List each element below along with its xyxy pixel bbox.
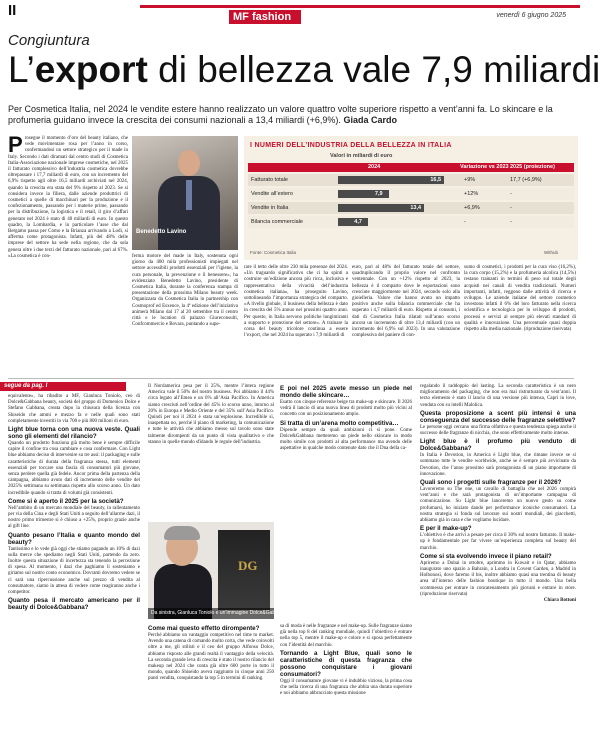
table-header-variation: Variazione vs 2023 (460, 164, 509, 170)
interview-column-3-bottom (280, 624, 412, 748)
headline-pre: L’ (8, 49, 35, 90)
drop-cap: P (8, 132, 23, 157)
article-column-2 (132, 254, 238, 376)
interview-question: Quanto pesano l’Italia e quanto mondo del beauty? (8, 531, 140, 546)
column-5-text: sumo di cosmetici, i prodotti per la cura viso (16,2%), la cura corpo (15,2%) e la profumeria alcolica (14,5%) restano trainanti in termini di peso sul totale degli acquisti nei canali di vendita tradizionali. Numeri importanti, infatti, reggono dalle attività di ricerca e sviluppo. Le aziende italiane del settore cosmetico investono infatti il 6% del loro fatturato nella ricerca scientifica e tecnologica per lo sviluppo di prodotti, processi e servizi al sempre più elevati standard di qualità e innovazione. Una percentuale quasi doppia rispetto alla media nazionale. (riproduzione riservata) (464, 265, 576, 333)
header-rule (140, 5, 580, 8)
interview-answer: Esatto con cinque referenze beige tra make-up e skincare. Il 2026 vedrà il lancio di una nuova linea di prodotti molto più vicini al concetto con un posizionamento ampio. (280, 400, 412, 418)
interview-question: E per il make-up? (420, 525, 472, 533)
photo-caption: Benedetto Lavino (136, 229, 187, 235)
interview-answer: Apriremo a Dubai in ottobre, aprimmo in Kuwait e in Qatar, abbiamo inaugurato uno spazio a Bahrain, a Londra in Covent Garden, a Madrid in Holbonosi, dove faremo il bis, inoltre abbiamo quasi una trentina di beauty area all’interno delle fashion boutique in tutto il mondo. Una bella scommessa per entrare in concatenamento più giovani e entrare in store. (riproduzione riservata) (420, 560, 576, 597)
table-row-variation: +9% (464, 177, 476, 183)
headline-bold: export (34, 49, 148, 90)
article-column-5 (464, 265, 576, 376)
table-row (248, 188, 574, 200)
table-row-variation: +6,9% (464, 205, 480, 211)
section-label: MF fashion (229, 10, 301, 24)
interview-column-3-top (280, 384, 412, 518)
headline-post: di bellezza vale 7,9 miliardi (147, 49, 600, 90)
interview-column-2-bottom (148, 624, 274, 748)
author: Giada Cardo (343, 115, 397, 125)
table-subtitle: Valori in miliardi di euro (330, 153, 393, 159)
interview-answer: sa di moda è nelle fragranze e nel make-up. Sulle fragranze siamo già nella top 8 del ranking mondiale, quindi l’obiettivo è entrare nella top 5, mentre il make-up e colore e si sposa perfettamente con l’identità del marchio. (280, 624, 412, 648)
table-row-label: Vendite in Italia (251, 205, 289, 211)
interview-question: E poi nel 2025 avete messo un piede nel mondo delle skincare… (280, 385, 412, 399)
table-row (248, 202, 574, 214)
table-bar-value: 7,9 (374, 191, 383, 197)
interview-answer: Quando un prodotto funziona già molto bene è sempre difficile capire il confine tra cosa cambiare e cosa confermare. Con Light blue abbiamo deciso di intervenire su tre assi: il packaging e sulle caratteristiche di durata della fragranza stessa, tutti elementi essenziali per toccare una fascia di consumatori più giovane, senza perdere quella già fedele. Ancor prima della partenza della campagna, abbiamo avuto dati di incremento delle vendite del 2025% settimana su settimana rispetto allo scorso anno. Un dato incredibile quando si tratta di volumi già consistenti. (8, 441, 140, 496)
table-source: Fonte: Cosmetica Italia (250, 250, 297, 255)
interview-question: Light blue è il profumo più venduto di Dolce&Gabbana? (420, 438, 576, 453)
table-header-projection: 2025 (proiezione) (510, 164, 555, 170)
stats-table (244, 136, 578, 260)
interview-answer: In Italia è Devotion, in America è Light blue, che rimane invece se si sommano tutte le vendite worldwide, anche se è sempre più avvicinato da Devotion, che l’anno prossimo sarà protagonista di un piano importante di innovazione. (420, 453, 576, 477)
table-row-variation: +12% (464, 191, 479, 197)
table-bar-value: 16,5 (430, 177, 442, 183)
photo-caption: Da sinistra, Gianluca Toniolo e un’immagine Dolce&Gabbana beauty (148, 608, 274, 619)
photo-figure-tie (186, 180, 192, 210)
table-row-label: Vendite all’estero (251, 191, 293, 197)
interview-question: Come mai questo effetto dirompente? (148, 625, 260, 632)
photo-figure-face (178, 150, 200, 176)
interview-answer: L’obiettivo è che arrivi a pesare per circa il 30% sul nostro fatturato. Il make-up è fondamentale per far vivere un’esperienza completa sul beauty del marchio. (420, 533, 576, 551)
interview-question: Questa proposizione a scent più intensi è una conseguenza del successo delle fragranze selettive? (420, 409, 576, 424)
signature: Chiara Bottoni (543, 598, 576, 604)
table-bar-value: 13,4 (410, 205, 422, 211)
interview-column-1 (8, 394, 140, 748)
interview-question: Come si sta evolvendo invece il piano retail? (420, 552, 552, 560)
issue-date: venerdì 6 giugno 2025 (496, 12, 566, 19)
table-row-label: Fatturato totale (251, 177, 288, 183)
table-row (248, 174, 574, 186)
table-bar (338, 218, 368, 226)
interview-text-1: equivalente», ha ribadito a MF, Gianluca Toniolo, ceo di Dolce&Gabbana beauty, società del gruppo di Domenico Dolce e Stefano Gabbana, creata dopo la chiusura della licenza con Shiseido che ammi e mezzo fa e nelle quali sono stati completamente investiti in via 700 e più 800 milioni di euro. (8, 394, 140, 424)
photo-figure-hair (164, 526, 200, 540)
article-column-1 (8, 132, 128, 376)
table-row-projection: 17,7 (+6,9%) (510, 177, 542, 183)
interview-question: Quali sono i progetti sulle fragranze per il 2026? (420, 479, 562, 487)
table-bar (338, 176, 444, 184)
table-row-projection: - (510, 191, 512, 197)
table-row-label: Bilancia commerciale (251, 219, 303, 225)
interview-answer: Tantissimo e lo vede già oggi che stiamo pagando un 10% di dazi sulla merce che spediamo negli Stati Uniti, partendo da zero. Inoltre questa situazione di incertezza sta tenendo la percezione di spesa. Al momento, i dazi che paghiamo li sosteniamo e giriamo sul nostro conto economico. Dovrami dovremo vedere se ci sarà una ripercussione anche sul prezzo di vendita al consumatore, siamo in attesa di vedere come reagiranno anche i competitor. (8, 546, 140, 596)
article-column-3 (244, 265, 348, 376)
column-2-text: ferma motore del made in Italy, sostenuta ogni giorno da 400 mila professionisti impiegati nel settore accessibili prodotti essenziali per l’igiene, la cura personale, la prevenzione e il benessere», ha evidenziato Benedetto Lavino, presidente di Cosmetica Italia, durante la conferenza stampa di presentazione della prossima Milano beauty week. Organizzata da Cosmetica Italia in partnership con Cosmoprof ed Esxence, la 4ª edizione dell’iniziativa animerà Milano dal 17 al 20 settembre tra il centro città e le location di palazzo Giureconsulti, Confcommercio e Bovara, puntando a supe- (132, 254, 238, 328)
photo-toniolo-dg-beauty (148, 522, 303, 619)
table-row-projection: - (510, 219, 512, 225)
deck-text: Per Cosmetica Italia, nel 2024 le vendite estere hanno realizzato un valore quattro volte superiore rispetto a vent’anni fa. Lo skincare e la profumeria guidano invece la crescita dei consumi nazionali a 13,4 miliardi (+6,9%). (8, 104, 553, 125)
interview-answer: Dipende sempre da quali ambizioni ci si pone. Come Dolce&Gabbana metteremo un piede nello skincare in modo molto simile con prodotti al alta performance ma avendo delle aspettative in qualche modo contenute dato che il Dna della ca- (280, 427, 412, 452)
table-header (248, 163, 574, 172)
table-row-bg (248, 188, 574, 200)
table-header-2024: 2024 (368, 164, 381, 170)
column-1-text: rosegue il momento d’oro del beauty italiano, che vede movimentare rosa per l’anno in corso, confermandosi un settore strategico per il made in Italy. Secondo i dati diramati dal centro studi di Cosmetica Italia-Associazione nazionale imprese cosmetiche, nel 2025 il fatturato complessivo dell’industria cosmetica dovrebbe oltrepassare i 17,7 miliardi di euro, con un incremento del 6,9% rispetto agli oltre 16,5 miliardi archiviati nel 2024, quando la crescita era stata del 9% rispetto al 2023. Se si considera invece la filiera, dalle aziende produttrici di cosmetici a quelle di macchinari per la produzione e il confezionamento, passando per i materie prime, passando per la distribuzione, la logistica e il retail, il giro d’affari generato nel 2024 è stato di 40 miliardi di euro. In questo quadro, la Lombardia, e in particolare l’asse che dal Bergamo passa per Como e la Brianza arrivando a Lodi, si afferma come protagonista. Infatti, più del 48% delle imprese del settore ha sede nella regione, che da sola genera oltre i due terzi del fatturato nazionale, pari al 67%. «La cosmetica è con- (8, 136, 128, 259)
headline (8, 48, 600, 92)
interview-question: Come si è aperto il 2025 per la società? (8, 497, 124, 505)
table-row (248, 216, 574, 228)
deck (8, 104, 574, 126)
table-credit: Withub (544, 250, 559, 255)
interview-answer: Il Nordamerica pesa per il 25%, mentre l’intera regione America vale il 50% del nostro business. Poi abbiamo il 44% circa legato all’Emea e un 6% all’Asia Pacifico. In America siamo cresciuti nell’ordine del 45% lo scorso anno, intorno al 20% in Europa e Medio Oriente e del 35% sull’Asia Pacifico. Quindi per noi il 2024 è stata un’esplosione. Incredibile sì, inaspettata no, perché il piano di marketing, la comunicazione e tutte le attività che abbiamo messo sul tavolo sono state talmente dirompenti da un punto di vista qualitativo e che stanno in quelle mondo sfidando le regole dell’industria. (148, 384, 274, 445)
interview-question: Si tratta di un’arena molto competitiva… (280, 419, 399, 427)
interview-question: Tornando a Light Blue, quali sono le caratteristiche di questa fragranza che possono conquistare i giovani consumatori? (280, 649, 412, 678)
interview-question: Quanto pesa il mercato americano per il beauty di Dolce&Gabbana? (8, 597, 140, 612)
article-column-4 (352, 265, 460, 376)
page-number: II (8, 2, 17, 19)
table-title: I NUMERI DELL’INDUSTRIA DELLA BELLEZZA IN ITALIA (250, 142, 452, 149)
column-4-text: euro, pari al 48% del fatturato totale del settore, quadruplicando il proprio valore nel confronto ventennale. Con un +12% rispetto al 2023, la bellezza è il comparto dove le esportazioni sono cresciute maggiormente nel 2024, secondo solo alla gioielleria. Valore che hanno avuto un impatto positivo anche sulla bilancia commerciale che ha superato i 4,7 miliardi di euro. Rispetto ai consumi, i dati di Cosmetica Italia rilatati sull’anno scorso ancora un incremento di oltre 13,4 miliardi (con un incremento del 6,9% sul 2023). In una valutazione complessiva del paniere di con- (352, 265, 460, 339)
table-bar-value: 4,7 (354, 219, 362, 225)
interview-answer: Le persone oggi cercano una firma olfattiva e questa tendenza spiega anche il successo delle fragranze di nicchia, che sono effettivamente molto intense. (420, 424, 576, 437)
segue-label: segue da pag. I (4, 383, 48, 389)
interview-question: Light blue torna con una nuova veste. Quali sono gli elementi del rilancio? (8, 426, 140, 441)
photo-benedetto-lavino (132, 136, 238, 250)
interview-answer: regalando il raddoppio del lasting. La seconda caratteristica è un nero miglioramento del packaging, che non era mai ristrutturato da vent’anni. Il terzo elemento è stato il lancio di una versione più intensa, Capri in love, venduta con su intelli Malolica. (420, 384, 576, 408)
interview-answer: Nell’ambito di un mercato mondiale del beauty, in rallentamento per via della Cina e degli Stati Uniti a seguito dell’allarme dazi, il nostro primo trimestre si è chiuso a +25%, proprio grazie anche al gift line. (8, 505, 140, 530)
table-row-variation: - (464, 219, 466, 225)
photo-dg-image (218, 530, 270, 610)
table-row-projection: - (510, 205, 512, 211)
interview-answer: Lavoreremo su The one, un cavallo di battaglia che nel 2026 compirà vent’anni e che sarà protagonista di un’importante campagna di comunicazione. Su Light blue lanceremo un nuovo gesto su come profumarsi, ho iniziato dando per performance iconiche consumatori. La nostra strategia si fonda sul lavorare sui nostri mondiali, dei giacchetti, abbiamo già in casa e che vogliamo lucidare. (420, 487, 576, 524)
column-3-text: rare il tetto delle oltre 230 mila presenze del 2024. «Un traguardo significativo che ci ha spinti a costruire un’edizione ancora più ricca, inclusiva e rappresentativa della vivacità dell’industria cosmetica italiana», ha proseguito Lavino, sottolineando l’importanza strategica del comparto. «A livello globale, il business della bellezza è dato in crescita del 5% annuo nei prossimi quattro anni. Per questo, in Italia servono politiche lungimiranti a supporto e protezione del settore». A trainare la corsa del beauty tricolore continua a essere l’export, che nel 2024 ha superato i 7,9 miliardi di (244, 265, 348, 339)
interview-column-4 (420, 384, 576, 748)
section-divider (8, 378, 574, 379)
interview-answer: Perché abbiamo un vantaggio competitivo nel time to market. Avendo una catena di comando molto corta, che vede coinvolti oltre a me, gli stilisti e il ceo del gruppo Alfonso Dolce, abbiamo risposto alle grandi realtà il vantaggio della velocità. La seconda grande leva di crescita è stato il nostro rilancio del makeup nel 2024 che conta già oltre 600 porte in tutto il mondo, quando Shiseido aveva raggiunto in cinque anni 250 punti vendita, conquistando la top 5 in termini di ranking. (148, 633, 274, 682)
interview-answer: Oggi il consumatore giovane vi è indubbio vizioso, la prima cosa che nella ricerca di una fragranza che abbia una durata superiore e noi abbiamo abbracciato questa missione (280, 678, 412, 697)
kicker: Congiuntura (8, 32, 90, 49)
interview-column-2-top (148, 384, 274, 518)
dg-logo-icon: DG (238, 558, 258, 573)
